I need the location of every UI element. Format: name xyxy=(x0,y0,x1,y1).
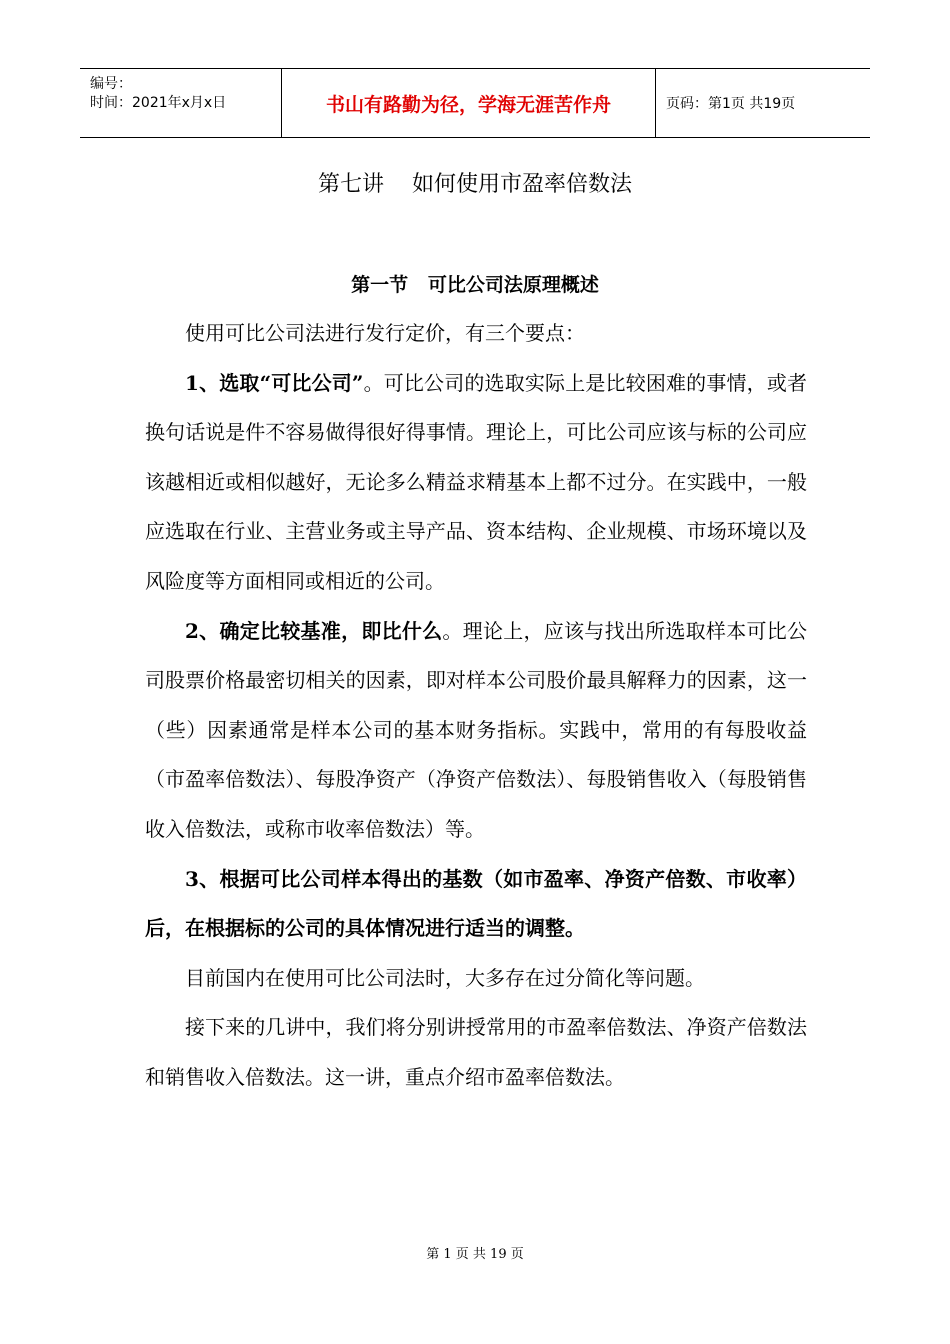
point-2-heading: 2、确定比较基准，即比什么 xyxy=(185,618,443,643)
header-page-cell xyxy=(656,69,870,137)
point-2-text: 。理论上，应该与找出所选取样本可比公司股票价格最密切相关的因素，即对样本公司股价最具解释力的因素，这一（些）因素通常是样本公司的基本财务指标。实践中，常用的有每股收益（市盈率倍数法）、每股净资产（净资产倍数法）、每股销售收入（每股销售收入倍数法，或称市收率倍数法）等。 xyxy=(145,618,807,841)
current-issues-paragraph: 目前国内在使用可比公司法时，大多存在过分简化等问题。 xyxy=(185,965,705,990)
point-1-paragraph xyxy=(145,359,807,607)
next-lectures-paragraph: 接下来的几讲中，我们将分别讲授常用的市盈率倍数法、净资产倍数法和销售收入倍数法。这一讲，重点介绍市盈率倍数法。 xyxy=(145,1015,807,1089)
header-motto: 书山有路勤为径，学海无涯苦作舟 xyxy=(325,94,611,116)
point-3-text: 3、根据可比公司样本得出的基数（如市盈率、净资产倍数、市收率）后，在根据标的公司的具体情况进行适当的调整。 xyxy=(145,866,807,941)
point-1-heading: 1、选取“可比公司” xyxy=(185,370,364,395)
point-1-text: 。可比公司的选取实际上是比较困难的事情，或者换句话说是件不容易做得很好得事情。理论上，可比公司应该与标的公司应该越相近或相似越好，无论多么精益求精基本上都不过分。在实践中，一般应选取在行业、主营业务或主导产品、资本结构、企业规模、市场环境以及风险度等方面相同或相近的公司。 xyxy=(145,370,807,593)
lecture-title: 第七讲 如何使用市盈率倍数法 xyxy=(318,172,632,197)
header-motto-cell xyxy=(282,69,656,137)
point-2-paragraph xyxy=(145,607,807,855)
point-3-paragraph xyxy=(145,855,807,954)
document-header xyxy=(80,68,870,138)
document-number-label: 编号： xyxy=(90,76,132,92)
document-body xyxy=(145,309,807,1103)
intro-paragraph: 使用可比公司法进行发行定价，有三个要点： xyxy=(185,321,585,345)
section-title: 第一节 可比公司法原理概述 xyxy=(351,274,599,296)
document-date: 时间：2021年x月x日 xyxy=(90,95,227,111)
header-page-info: 页码：第1页 共19页 xyxy=(666,96,796,112)
header-meta-cell xyxy=(80,69,282,137)
page-footer: 第 1 页 共 19 页 xyxy=(426,1247,524,1262)
